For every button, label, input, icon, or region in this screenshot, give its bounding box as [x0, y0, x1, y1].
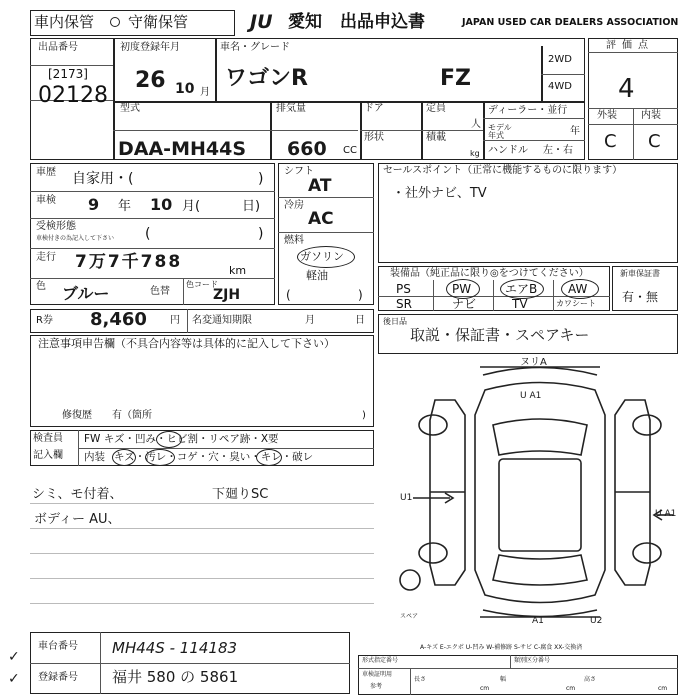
fuel-label: 燃料	[284, 235, 304, 246]
notice-label: 名変通知期限	[192, 315, 252, 326]
disp-label: 排気量	[276, 103, 306, 114]
int-label: 内装	[641, 110, 661, 121]
int-grade: C	[648, 131, 661, 152]
inspection-year: 9	[88, 195, 100, 214]
mileage-label: 走行	[36, 252, 56, 263]
dealer-label: ディーラー・並行	[488, 105, 568, 116]
equip-airbag-circle	[500, 279, 544, 299]
inspector-int-row: キズ・汚レ・コゲ・穴・臭い・キレ・破レ	[114, 451, 314, 463]
checkmark-2: ✓	[8, 671, 20, 687]
type-value: DAA-MH44S	[118, 138, 246, 160]
first-reg-month: 10	[175, 81, 195, 97]
sales-point-value: ・社外ナビ、TV	[392, 186, 487, 201]
notice-day: 日	[355, 315, 365, 326]
first-reg-month-unit: 月	[200, 87, 210, 98]
model-label: 車名・グレード	[220, 42, 290, 53]
ext-label: 外装	[597, 110, 617, 121]
length-label: 長さ	[414, 676, 427, 683]
notes-label: 注意事項申告欄（不具合内容等は具体的に記入して下さい）	[38, 337, 335, 350]
int-dirt-circle	[145, 449, 175, 466]
assoc-name: JAPAN USED CAR DEALERS ASSOCIATION	[462, 17, 679, 28]
model-grade: FZ	[440, 66, 471, 91]
inspector-entry-label: 記入欄	[33, 450, 63, 461]
cert-label: 車検証明用	[362, 671, 393, 678]
int-odor-circle	[256, 449, 282, 466]
spare-label: スペア	[400, 613, 419, 620]
equip-navi: ナビ	[452, 297, 477, 311]
tag-car-storage: 車内保管	[34, 13, 95, 31]
equip-pw: PW	[452, 282, 472, 296]
handwritten-note-1: シミ、モ付着、	[32, 487, 123, 502]
mileage-unit: km	[229, 264, 247, 277]
r-ticket-value: 8,460	[90, 309, 147, 330]
diagram-right-note: U A1	[655, 509, 677, 519]
ext-grade: C	[604, 131, 617, 152]
capacity-label: 定員	[426, 103, 446, 114]
fuel-open: (	[286, 288, 291, 302]
load-label: 積載	[426, 132, 446, 143]
fuel-gas-circle	[297, 246, 355, 268]
color-code-label: 色コード	[186, 280, 218, 289]
shape-spec-label: 形式指定番号	[362, 657, 399, 664]
handwritten-note-3: 下廻りSC	[212, 487, 269, 502]
cc-unit: CC	[343, 145, 357, 156]
history-close: )	[258, 171, 264, 187]
inspection-day-unit: 日)	[242, 199, 261, 214]
fw-dent-circle	[156, 431, 182, 448]
shape-label: 形状	[364, 132, 384, 143]
sales-point-box	[378, 163, 678, 263]
int-scratch-circle	[112, 449, 136, 466]
color-change-label: 色替	[150, 286, 170, 297]
warranty-options: 有・無	[622, 290, 659, 304]
repair-label: 修復歴	[62, 410, 92, 421]
diagram-bottom-u: U2	[590, 616, 603, 626]
handle-lr: 左・右	[543, 145, 573, 156]
org-name: 愛知	[288, 12, 322, 32]
history-label: 車歴	[36, 167, 56, 178]
after-items-value: 取説・保証書・スペアキー	[410, 326, 590, 344]
repair-close: )	[362, 410, 366, 421]
sales-point-label: セールスポイント（正常に機能するものに限ります）	[383, 165, 623, 176]
width-label: 幅	[500, 676, 507, 683]
model-name: ワゴンR	[225, 66, 308, 91]
reg-value: 福井 580 の 5861	[112, 668, 239, 686]
form-title: 出品申込書	[340, 12, 425, 32]
reg-label: 登録番号	[38, 672, 78, 683]
kg-unit: kg	[470, 149, 480, 158]
ju-logo: JU	[250, 11, 273, 33]
diagram-left-note: U1	[400, 493, 413, 503]
inspection-year-unit: 年	[118, 199, 132, 214]
equipment-label: 装備品（純正品に限り◎をつけてください）	[390, 268, 589, 279]
door-label: ドア	[364, 103, 384, 114]
lot-label: 出品番号	[38, 42, 78, 53]
equip-seat: カワシート	[556, 299, 596, 308]
first-reg-year: 26	[135, 68, 166, 93]
inspection-month: 10	[150, 195, 173, 214]
width-cm: cm	[566, 685, 576, 692]
lot-small-number: [2173]	[48, 67, 88, 81]
height-label: 高さ	[584, 676, 597, 683]
fuel-close: )	[358, 288, 363, 302]
eval-score: 4	[618, 74, 635, 104]
tag-circle-icon	[110, 17, 120, 27]
eval-label: 評価点	[606, 40, 654, 51]
r-ticket-label: R券	[36, 315, 53, 326]
color-code: ZJH	[213, 287, 241, 303]
inspector-fw-row: FW キズ・凹み・ヒビ割・リペア跡・X要	[84, 433, 279, 445]
ref-label: 参考	[370, 683, 383, 690]
drive-2wd: 2WD	[548, 54, 572, 65]
shift-label: シフト	[284, 166, 314, 177]
first-reg-label: 初度登録年月	[120, 42, 180, 53]
mileage-value: 7万7千788	[75, 252, 183, 272]
fuel-gas: ガソリン	[300, 250, 344, 263]
diagram-top-note: ヌリA	[520, 357, 547, 368]
repair-value: 有（箇所	[112, 410, 152, 421]
chassis-value: MH44S - 114183	[112, 639, 238, 657]
inspection-label: 車検	[36, 195, 56, 206]
damage-legend: A-キズ E-エクボ U-凹み W-補修跡 S-サビ C-腐食 XX-交換済	[420, 644, 583, 651]
chassis-label: 車台番号	[38, 641, 78, 652]
inspector-int-label: 内装	[84, 451, 105, 463]
equip-ps: PS	[396, 282, 411, 296]
year-unit: 年	[570, 126, 580, 137]
color-value: ブルー	[62, 284, 110, 303]
drive-4wd: 4WD	[548, 81, 572, 92]
diagram-front-note: U A1	[520, 391, 542, 401]
equip-aw: AW	[568, 282, 588, 296]
history-value: 自家用・(	[72, 171, 134, 187]
ac-value: AC	[308, 209, 334, 229]
acceptance-close: )	[258, 226, 264, 242]
tag-guard-storage: 守衛保管	[128, 13, 189, 31]
acceptance-label: 受検形態	[36, 221, 76, 232]
model-year-label: モデル年式	[488, 123, 512, 140]
height-cm: cm	[658, 685, 668, 692]
equip-aw-circle	[561, 279, 599, 299]
disp-value: 660	[287, 138, 327, 160]
inspector-label: 検査員	[33, 433, 63, 444]
handwritten-note-2: ボディー AU、	[34, 512, 121, 527]
equip-tv: TV	[512, 297, 528, 311]
shift-value: AT	[308, 176, 332, 196]
checkmark-1: ✓	[8, 649, 20, 665]
warranty-label: 新車保証書	[620, 269, 660, 278]
inspection-month-unit: 月(	[182, 199, 201, 214]
notice-month: 月	[305, 315, 315, 326]
ac-label: 冷房	[284, 200, 304, 211]
equip-pw-circle	[446, 279, 480, 299]
fuel-diesel: 軽油	[306, 269, 328, 282]
equip-airbag: エアB	[505, 282, 538, 296]
r-ticket-yen: 円	[170, 315, 180, 326]
diagram-bottom-a: A1	[532, 616, 544, 626]
length-cm: cm	[480, 685, 490, 692]
handle-label: ハンドル	[488, 145, 528, 156]
type-label: 型式	[120, 103, 140, 114]
equip-sr: SR	[396, 297, 412, 311]
acceptance-open: (	[145, 226, 151, 242]
color-label: 色	[36, 281, 46, 292]
after-items-label: 後日品	[383, 317, 407, 326]
acceptance-note: 車検付きの為記入して下さい	[36, 235, 115, 242]
class-no-label: 類別区分番号	[514, 657, 551, 664]
person-unit: 人	[471, 119, 481, 130]
lot-number: 02128	[38, 83, 108, 108]
